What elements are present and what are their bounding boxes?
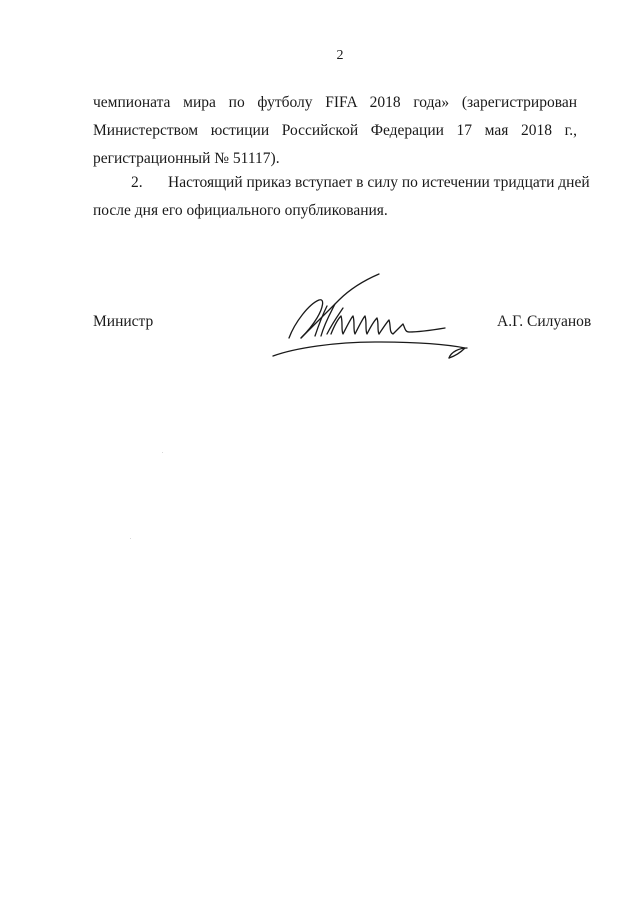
signatory-title: Министр [93,313,154,330]
paragraph-2 [93,169,590,225]
signature-block [0,310,640,380]
paragraph-1-line-3: регистрационный № 51117). [93,150,280,167]
paragraph-2-text-1: Настоящий приказ вступает в силу по истечении тридцати дней [168,174,590,191]
signatory-name: А.Г. Силуанов [497,313,592,330]
scan-speck [162,452,163,453]
paragraph-2-number: 2. [131,174,143,191]
page-number: 2 [336,48,344,63]
paragraph-2-line-2: после дня его официального опубликования. [93,202,388,219]
paragraph-1-line-1: чемпионата мира по футболу FIFA 2018 года» (зарегистрирован [93,94,577,111]
handwritten-signature [265,272,475,372]
paragraph-2-line-1 [93,169,590,197]
scan-speck [130,538,131,539]
paragraph-1-line-2: Министерством юстиции Российской Федерации 17 мая 2018 г., [93,122,577,139]
paragraph-1 [93,89,577,173]
